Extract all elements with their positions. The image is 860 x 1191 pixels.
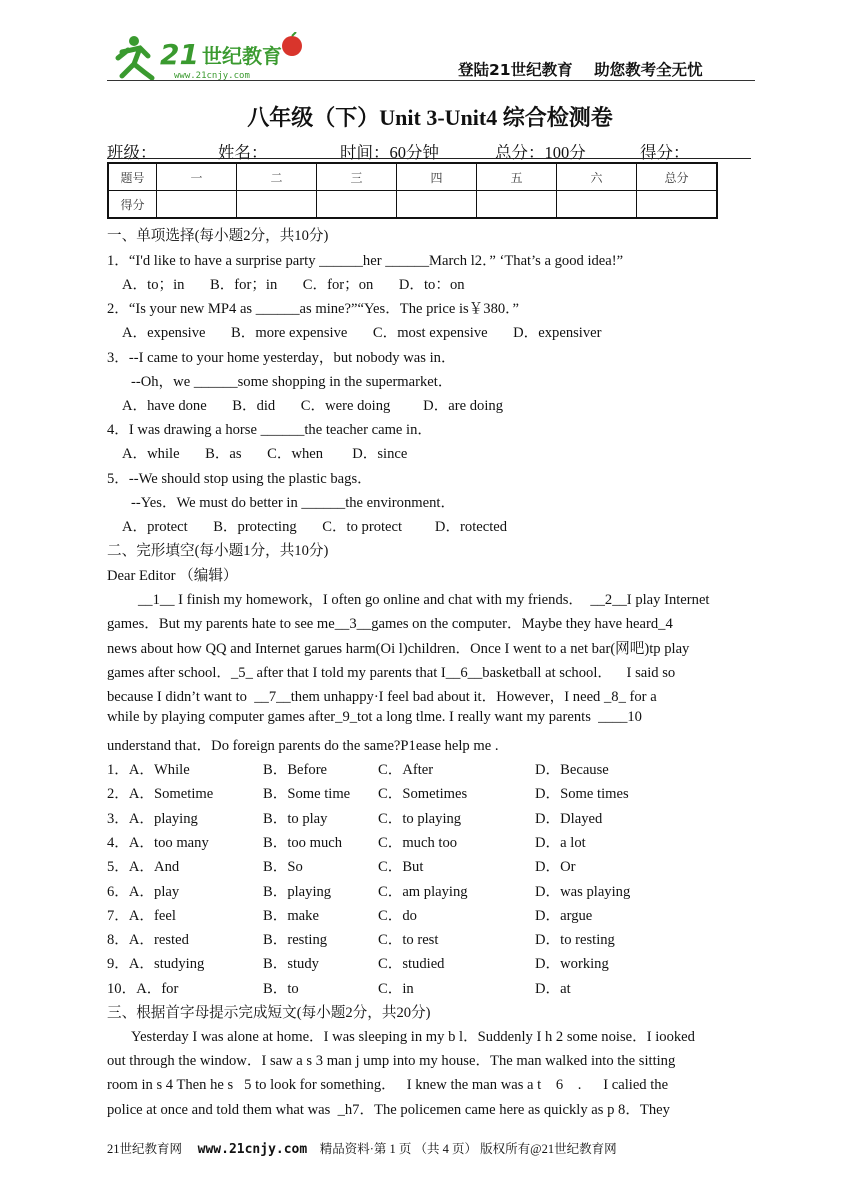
option-text: C．After — [378, 762, 434, 778]
table-cell[interactable] — [237, 191, 317, 219]
footer-url[interactable]: www.21cnjy.com — [197, 1142, 308, 1157]
question-line: 4．I was drawing a horse ______the teacher came in． — [107, 422, 433, 438]
info-time: 时间：60分钟 — [340, 143, 439, 162]
svg-text:www.21cnjy.com: www.21cnjy.com — [174, 71, 250, 81]
option-line: A．have done B．did C．were doing D．are doing — [122, 398, 503, 414]
section2-heading: 二、完形填空(每小题1分，共10分) — [107, 543, 329, 559]
option-text: B．So — [263, 859, 303, 876]
option-text: C．do — [378, 907, 417, 924]
option-line: A．expensive B．more expensive C．most expensive D．expensiver — [122, 325, 602, 341]
option-text: 3．A．playing — [107, 810, 198, 827]
option-text: B．playing — [263, 883, 332, 900]
option-text: D．Or — [535, 859, 576, 876]
option-text: B．Some time — [263, 786, 351, 803]
passage-line: police at once and told them what was _h7．The policemen came here as quickly as p 8．They — [107, 1102, 670, 1118]
site-logo — [112, 32, 312, 82]
option-text: D．a lot — [535, 834, 586, 851]
apple-icon — [282, 36, 302, 56]
table-cell: 得分 — [108, 191, 157, 219]
table-cell[interactable] — [397, 191, 477, 219]
option-text: B．to — [263, 980, 299, 997]
table-row — [108, 191, 717, 219]
option-text: 6．A．play — [107, 883, 180, 900]
section1-heading: 一、单项选择(每小题2分，共10分) — [107, 228, 329, 244]
question-line: --Yes．We must do better in ______the environment． — [131, 495, 456, 511]
table-cell: 六 — [557, 163, 637, 191]
table-row — [108, 163, 717, 191]
svg-text:21: 21 — [160, 38, 199, 71]
info-underline — [107, 158, 751, 159]
option-text: C．to rest — [378, 932, 439, 949]
option-text: 5．A．And — [107, 859, 180, 876]
option-text: C．studied — [378, 956, 445, 973]
option-text: C．to playing — [378, 810, 462, 827]
option-text: C．But — [378, 859, 424, 876]
header-slogan: 登陆21世纪教育 助您教考全无忧 — [458, 61, 703, 79]
option-text: 2．A．Sometime — [107, 786, 214, 803]
table-cell[interactable] — [317, 191, 397, 219]
question-line: 2．“Is your new MP4 as ______as mine?”“Yes．The price is￥380．” — [107, 301, 519, 317]
salutation: Dear Editor （编辑） — [107, 568, 238, 584]
option-line: A．protect B．protecting C．to protect D．rotected — [122, 519, 508, 535]
option-text: D．at — [535, 980, 571, 997]
passage-line: room in s 4 Then he s 5 to look for something． I knew the man was a t 6 . I calied the — [107, 1077, 669, 1093]
question-line: --Oh，we ______some shopping in the supermarket． — [131, 374, 453, 390]
page-footer — [107, 1139, 617, 1157]
passage-line: Yesterday I was alone at home．I was sleeping in my b l．Suddenly I h 2 some noise．I iooked — [131, 1029, 695, 1045]
question-line: 3．--I came to your home yesterday，but nobody was in． — [107, 350, 456, 366]
table-cell[interactable] — [637, 191, 718, 219]
option-line: A．to；in B．for；in C．for；on D．to：on — [122, 277, 465, 293]
svg-text:世纪教育: 世纪教育 — [202, 44, 282, 68]
option-text: 7．A．feel — [107, 907, 176, 924]
header-divider — [107, 80, 755, 81]
option-text: D．Dlayed — [535, 810, 603, 827]
table-cell[interactable] — [157, 191, 237, 219]
question-line: 5．--We should stop using the plastic bags． — [107, 471, 372, 487]
table-cell: 题号 — [108, 163, 157, 191]
footer-site: 21世纪教育网 — [107, 1142, 183, 1156]
option-text: D．to resting — [535, 932, 615, 949]
score-table — [107, 162, 718, 219]
section3-heading: 三、根据首字母提示完成短文(每小题2分，共20分) — [107, 1005, 431, 1021]
option-text: C．Sometimes — [378, 786, 468, 803]
option-text: C．am playing — [378, 883, 468, 900]
option-text: B．Before — [263, 762, 328, 778]
info-name: 姓名： — [218, 143, 268, 162]
passage-line: news about how QQ and Internet garues harm(Oi l)children．Once I went to a net bar(网吧)tp play — [107, 641, 690, 657]
table-cell: 总分 — [637, 163, 718, 191]
table-cell[interactable] — [557, 191, 637, 219]
option-text: B．too much — [263, 834, 343, 851]
option-text: 4．A．too many — [107, 834, 209, 851]
passage-line: while by playing computer games after_9_tot a long tlme. I really want my parents ____10 — [107, 709, 642, 725]
passage-line: understand that．Do foreign parents do the same?P1ease help me . — [107, 738, 499, 754]
passage-line: out through the window．I saw a s 3 man j ump into my house．The man walked into the sitting — [107, 1053, 676, 1069]
option-text: D．Some times — [535, 786, 629, 803]
option-text: D．working — [535, 956, 609, 973]
option-text: 1．A．While — [107, 762, 190, 778]
option-text: 9．A．studying — [107, 956, 205, 973]
table-cell: 一 — [157, 163, 237, 191]
option-text: D．Because — [535, 762, 609, 778]
page-title: 八年级（下）Unit 3-Unit4 综合检测卷 — [247, 105, 613, 130]
option-text: D．was playing — [535, 883, 631, 900]
option-text: D．argue — [535, 907, 593, 924]
option-line: A．while B．as C．when D．since — [122, 446, 408, 462]
option-text: B．resting — [263, 932, 328, 949]
info-score: 得分： — [640, 143, 690, 162]
table-cell[interactable] — [477, 191, 557, 219]
option-text: C．much too — [378, 834, 458, 851]
passage-line: games．But my parents hate to see me__3__games on the computer．Maybe they have heard_4 — [107, 616, 673, 632]
info-total: 总分：100分 — [495, 143, 586, 162]
option-text: C．in — [378, 980, 414, 997]
runner-icon — [118, 36, 152, 78]
passage-line: games after school．_5_ after that I told my parents that I__6__basketball at school． I said so — [107, 665, 676, 681]
option-text: 8．A．rested — [107, 932, 189, 949]
option-text: 10．A．for — [107, 980, 179, 997]
passage-line: because I didn’t want to __7__them unhappy·I feel bad about it．However，I need _8_ for a — [107, 689, 657, 705]
table-cell: 三 — [317, 163, 397, 191]
table-cell: 五 — [477, 163, 557, 191]
info-class: 班级： — [107, 143, 157, 162]
question-line: 1．“I'd like to have a surprise party ______her ______March l2．” ‘That’s a good idea!” — [107, 253, 624, 269]
option-text: B．to play — [263, 810, 328, 827]
table-cell: 二 — [237, 163, 317, 191]
footer-copyright: 精品资料·第 1 页 （共 4 页） 版权所有@21世纪教育网 — [319, 1142, 617, 1156]
option-text: B．make — [263, 907, 319, 924]
option-text: B．study — [263, 956, 319, 973]
passage-line: __1__ I finish my homework，I often go online and chat with my friends． __2__I play Internet — [138, 592, 710, 608]
table-cell: 四 — [397, 163, 477, 191]
